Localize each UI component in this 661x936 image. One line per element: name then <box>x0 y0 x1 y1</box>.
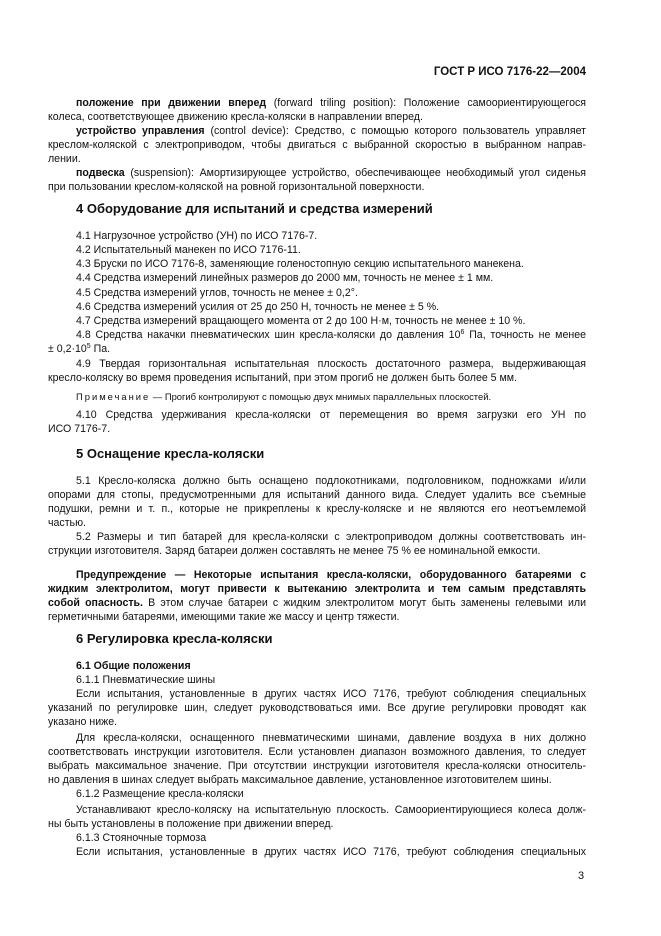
item-4-9-cont: кресло-коляску во время проведения испытаний, при этом прогиб не должен быть более 5 мм. <box>48 372 518 384</box>
subsection-6-1-3: 6.1.3 Стояночные тормоза <box>76 832 207 844</box>
note: Примечание — Прогиб контролируют с помощью двух мнимых параллельных плоскостей. <box>76 391 492 402</box>
para-5-1-line1: 5.1 Кресло-коляска должно быть оснащено подлокотниками, подголовником, подножками и/или <box>76 475 586 487</box>
para-5-2-line1: 5.2 Размеры и тип батарей для кресла-коляски с электроприводом должны соответствовать ин- <box>76 531 586 543</box>
para-6-1-2-line2: ны быть установлены в положение при движении вперед. <box>48 818 334 830</box>
item-4-6: 4.6 Средства измерений усилия от 25 до 250 Н, точность не менее ± 5 %. <box>76 301 440 313</box>
definition-suspension-cont: при пользовании креслом-коляской на ровной горизонтальной поверхности. <box>48 181 425 193</box>
para-6-1-3-line1: Если испытания, установленные в других частях ИСО 7176, требуют соблюдения специальных <box>76 846 586 858</box>
item-4-10: 4.10 Средства удерживания кресла-коляски от перемещения во время загрузки его УН по <box>76 409 586 421</box>
item-4-1: 4.1 Нагрузочное устройство (УН) по ИСО 7176-7. <box>76 230 318 242</box>
para-6-1-1a-line3: указано ниже. <box>48 716 118 728</box>
para-5-1-line2: опорами для стопы, предусмотренными для испытаний данного вида. Следует удалить все съемные <box>48 489 586 501</box>
page-number: 3 <box>578 870 585 882</box>
para-5-1-line3: подушки, ремни и т. п., которые не прикреплены к креслу-коляске и не являются его неотъемлемой <box>48 503 586 515</box>
para-6-1-1a-line1: Если испытания, установленные в других частях ИСО 7176, требуют соблюдения специальных <box>76 688 586 700</box>
subsection-6-1-1: 6.1.1 Пневматические шины <box>76 674 216 686</box>
para-5-1-line4: частью. <box>48 517 86 529</box>
item-4-4: 4.4 Средства измерений линейных размеров до 2000 мм, точность не менее ± 1 мм. <box>76 272 494 284</box>
item-4-8: 4.8 Средства накачки пневматических шин кресла-коляски до давления $10^6$ Па, точность не менее <box>76 329 586 341</box>
subsection-6-1: 6.1 Общие положения <box>76 660 191 672</box>
para-5-2-line2: струкции изготовителя. Заряд батареи должен составлять не менее 75 % ее номинальной емкости. <box>48 545 541 557</box>
definition-control-device-cont1: креслом-коляской с электроприводом, чтобы двигаться с выбранной скоростью в выбранном направ- <box>48 139 586 151</box>
item-4-3: 4.3 Бруски по ИСО 7176-8, заменяющие голеностопную секцию испытательного манекена. <box>76 258 524 270</box>
definition-control-device: устройство управления (control device): Средство, с помощью которого пользователь управляет <box>76 125 586 137</box>
definition-suspension: подвеска (suspension): Амортизирующее устройство, обеспечивающее необходимый угол сиденья <box>76 167 586 179</box>
warning-line1: Предупреждение — Некоторые испытания кресла-коляски, оборудованного батареями с <box>76 569 586 581</box>
item-4-8-cont: ± $0,2\cdot 10^5$ Па. <box>48 343 111 355</box>
warning-line4: герметичными батареями, имеющими такие же массу и центр тяжести. <box>48 611 400 623</box>
section-6-heading: 6 Регулировка кресла-коляски <box>76 631 273 646</box>
item-4-9: 4.9 Твердая горизонтальная испытательная плоскость достаточного размера, выдерживающая <box>76 358 586 370</box>
subsection-6-1-2: 6.1.2 Размещение кресла-коляски <box>76 788 244 800</box>
para-6-1-1a-line2: указаний по регулировке шин, следует руководствоваться ими. Все другие регулировки проводят как <box>48 702 586 714</box>
definition-forward-trailing-cont: колеса, соответствующее движению кресла-коляски в направлении вперед. <box>48 111 423 123</box>
para-6-1-1b-line2: соответствовать инструкции изготовителя. Если установлен диапазон возможного давления, то следует <box>48 746 586 758</box>
para-6-1-2-line1: Устанавливают кресло-коляску на испытательную плоскость. Самоориентирующиеся колеса долж- <box>76 804 586 816</box>
item-4-5: 4.5 Средства измерений углов, точность не менее ± 0,2°. <box>76 287 358 299</box>
definition-forward-trailing: положение при движении вперед (forward triling position): Положение самоориентирующегося <box>76 97 586 109</box>
para-6-1-1b-line1: Для кресла-коляски, оснащенного пневматическими шинами, давление воздуха в них должно <box>76 732 586 744</box>
para-6-1-1b-line4: но давления в шинах следует выбрать максимальное давление, установленное изготовителем шины. <box>48 774 552 786</box>
item-4-10-cont: ИСО 7176-7. <box>48 423 111 435</box>
item-4-2: 4.2 Испытательный манекен по ИСО 7176-11. <box>76 244 301 256</box>
document-header-id: ГОСТ Р ИСО 7176-22—2004 <box>433 66 586 78</box>
section-4-heading: 4 Оборудование для испытаний и средства измерений <box>76 201 433 216</box>
warning-line2: жидким электролитом, могут привести к вытеканию электролита и тем самым представлять <box>48 583 586 595</box>
section-5-heading: 5 Оснащение кресла-коляски <box>76 446 265 461</box>
para-6-1-1b-line3: выбрать максимальное значение. При отсутствии инструкции изготовителя кресла-коляски относитель- <box>48 760 586 772</box>
item-4-7: 4.7 Средства измерений вращающего момента от 2 до 100 Н·м, точность не менее ± 10 %. <box>76 315 526 327</box>
warning-line3: собой опасность. В этом случае батареи с жидким электролитом могут быть заменены гелевыми или <box>48 597 586 609</box>
definition-control-device-cont2: лении. <box>48 153 81 165</box>
